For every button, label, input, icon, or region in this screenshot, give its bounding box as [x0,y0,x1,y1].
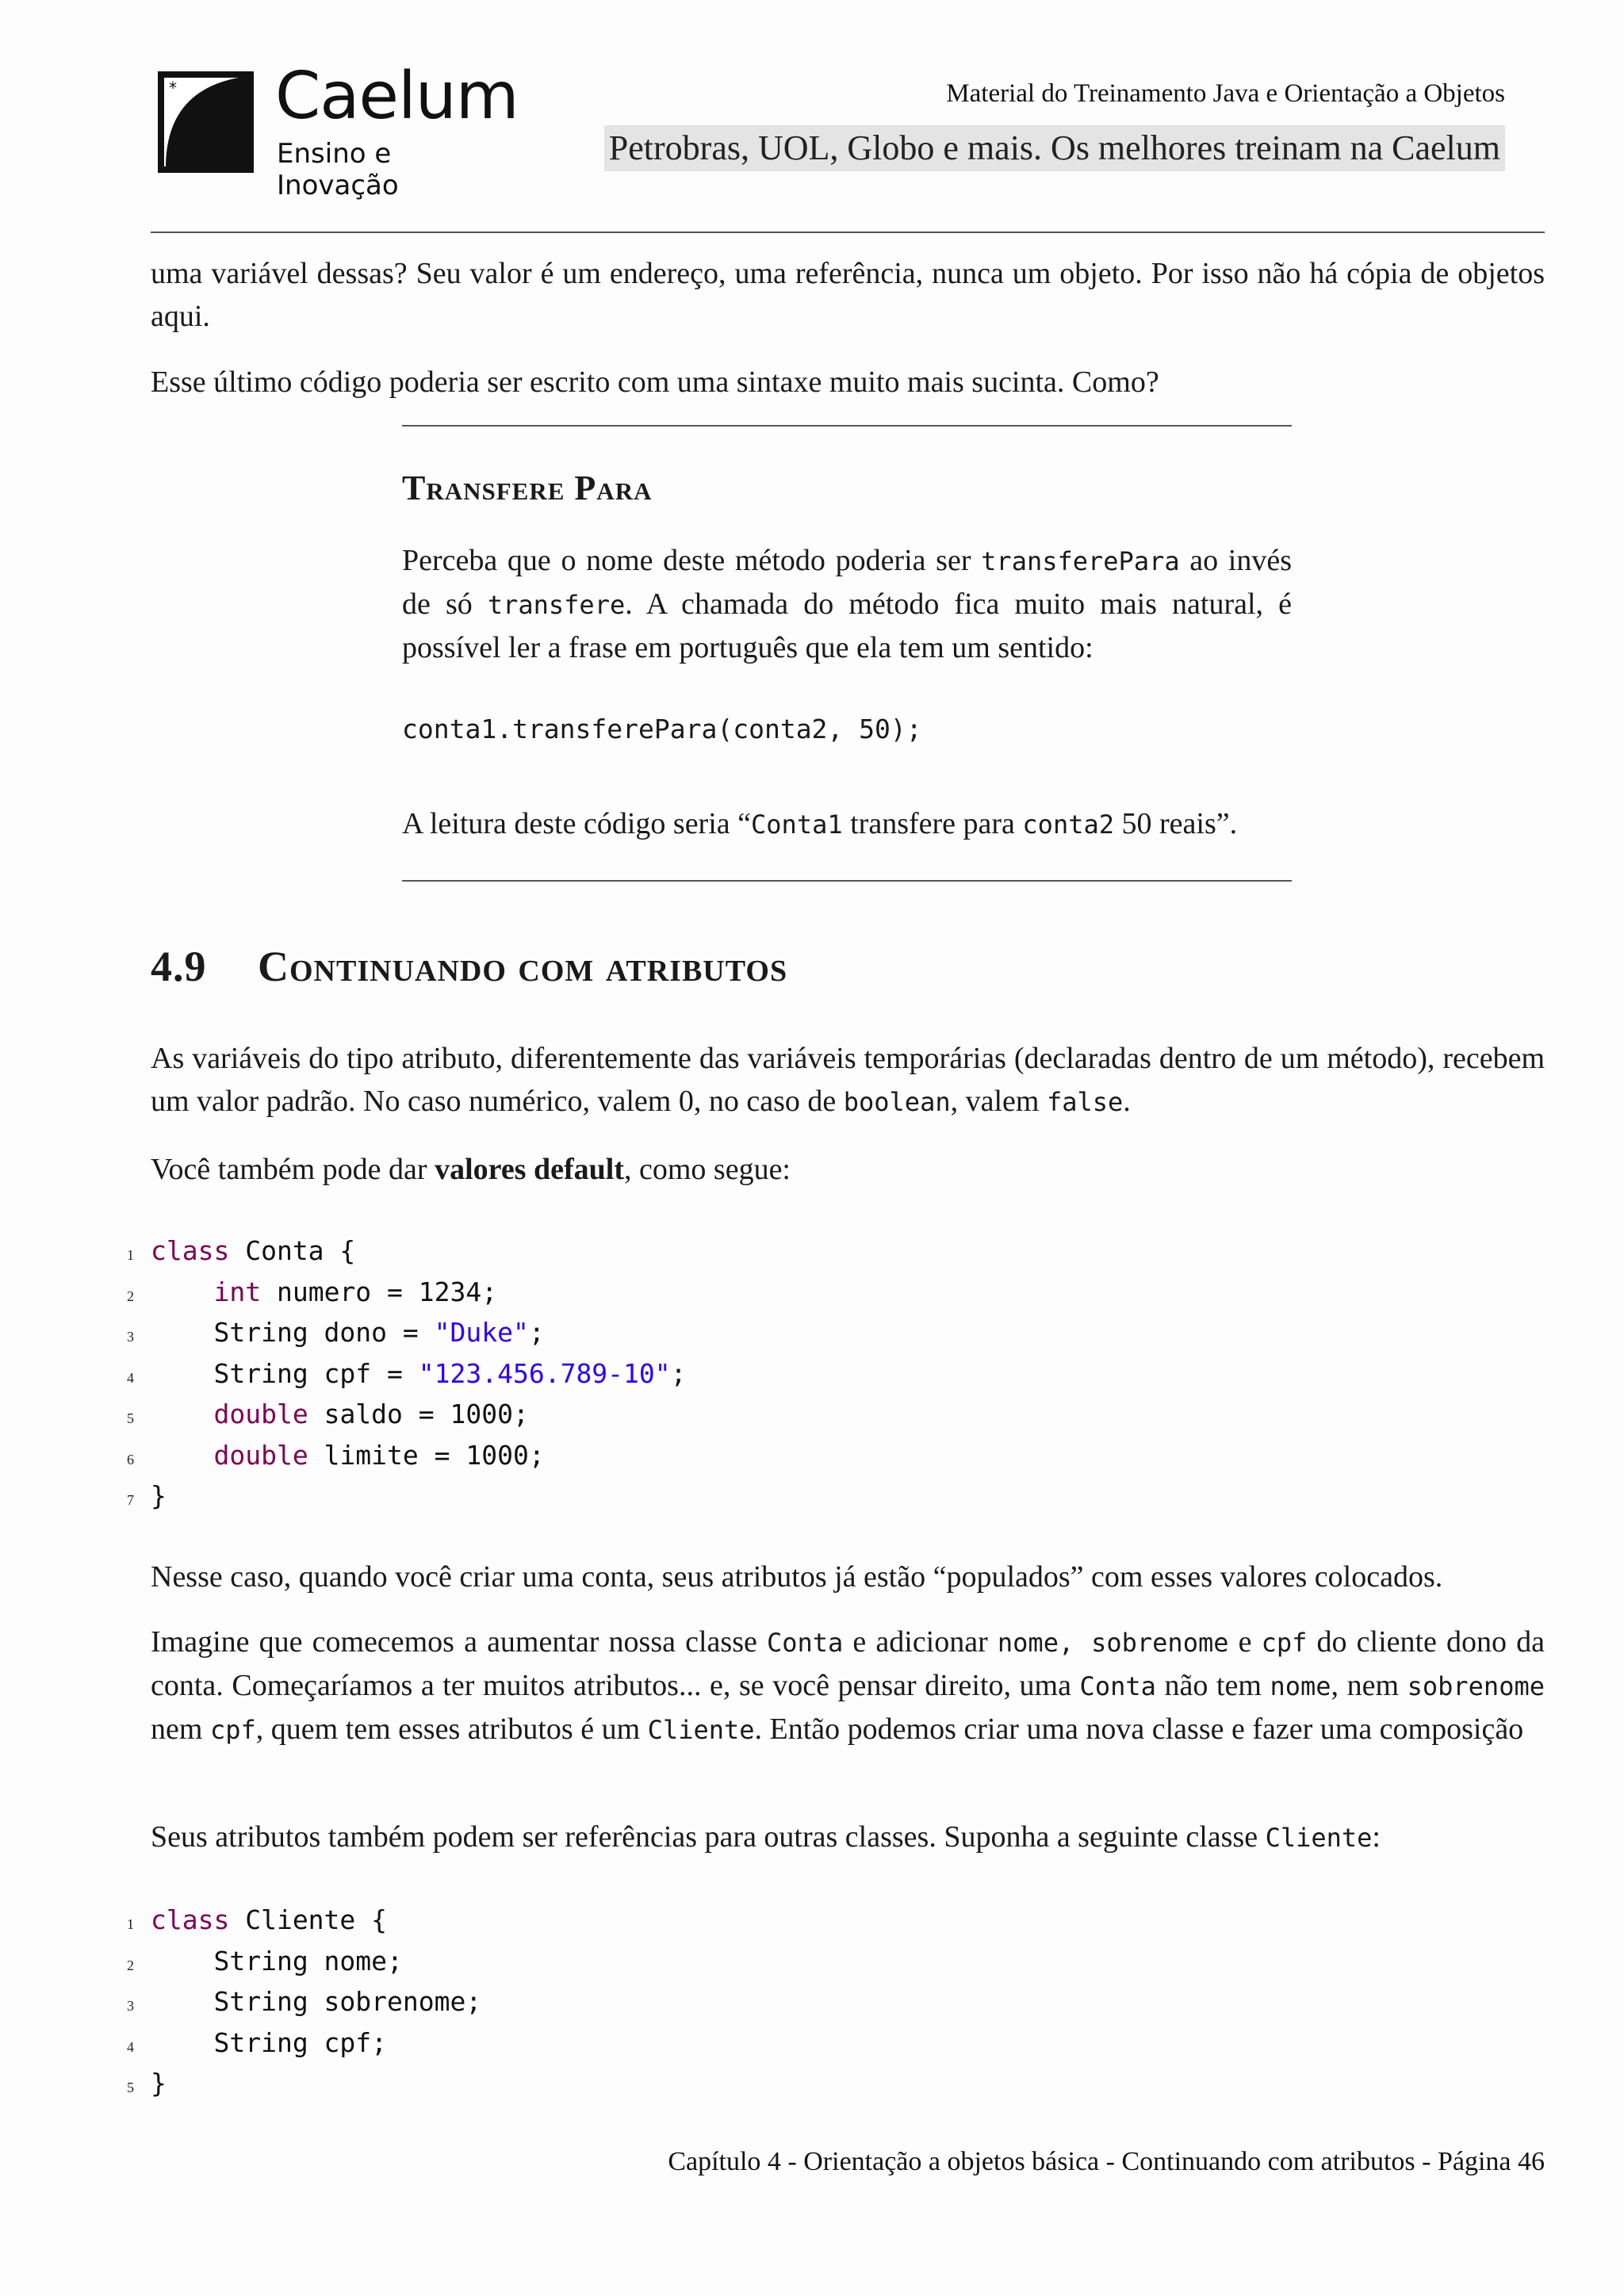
code-line: 4 String cpf; [127,2026,388,2058]
box-code-example: conta1.transferePara(conta2, 50); [402,714,922,744]
code-line: 5 double saldo = 1000; [127,1399,529,1429]
svg-text:*: * [169,78,177,98]
header-banner: Petrobras, UOL, Globo e mais. Os melhores treinam na Caelum [604,125,1505,171]
code-line: 6 double limite = 1000; [127,1439,545,1471]
code-listing-conta [127,1230,687,1517]
code-line: 2 int numero = 1234; [127,1276,498,1307]
code-line: 3 String sobrenome; [127,1986,482,2017]
section-paragraph-4: Imagine que comecemos a aumentar nossa classe Conta e adicionar nome, sobrenome e cpf do cliente dono da conta. Começaríamos a ter muitos atributos... e, se você pensar direito, uma Conta não tem nome, nem sobrenome nem cpf, quem tem esses atributos é um Cliente. Então podemos criar uma nova classe e fazer uma composição [151,1625,1545,1746]
inline-code: Conta1 [751,809,843,840]
inline-code: Cliente [647,1715,755,1745]
inline-code: conta2 [1022,809,1114,840]
logo-tagline: Ensino e Inovação [277,138,399,201]
code-line: 5 } [127,2068,167,2099]
inline-code: Conta [766,1628,844,1658]
box-paragraph-2: A leitura deste código seria “Conta1 transfere para conta2 50 reais”. [402,807,1238,840]
box-top-rule [402,425,1292,427]
inline-code: cpf [1261,1628,1308,1658]
course-title: Material do Treinamento Java e Orientação a Objetos [946,79,1505,108]
page-footer: Capítulo 4 - Orientação a objetos básica - Continuando com atributos - Página 46 [668,2147,1545,2176]
section-heading [151,942,787,991]
box-paragraph-1: Perceba que o nome deste método poderia ser transferePara ao invés de só transfere. A chamada do método fica muito mais natural, é possível ler a frase em português que ela tem um sentido: [402,544,1293,664]
code-line: 2 String nome; [127,1945,403,1976]
code-listing-cliente [127,1900,481,2104]
bold-text: valores default [435,1153,624,1186]
inline-code: nome, sobrenome [997,1628,1229,1658]
inline-code: transferePara [981,546,1180,576]
caelum-logo-icon [156,70,255,174]
inline-code: boolean [843,1087,951,1117]
inline-code: Conta [1079,1671,1156,1701]
inline-code: nome [1270,1671,1331,1701]
section-number: 4.9 [151,943,207,990]
section-paragraph-3: Nesse caso, quando você criar uma conta, seus atributos já estão “populados” com esses valores colocados. [151,1560,1443,1594]
section-title: Continuando com atributos [258,943,788,990]
inline-code: false [1046,1087,1124,1117]
inline-code: cpf [209,1715,256,1745]
caelum-logo [156,59,519,201]
inline-code: sobrenome [1407,1671,1545,1701]
inline-code: Cliente [1265,1823,1373,1853]
section-paragraph-2: Você também pode dar valores default, como segue: [151,1153,791,1186]
section-paragraph-1: As variáveis do tipo atributo, diferentemente das variáveis temporárias (declaradas dentro de um método), recebem um valor padrão. No caso numérico, valem 0, no caso de boolean, valem false. [151,1042,1545,1118]
inline-code: transfere [487,590,626,620]
intro-paragraph-2: Esse último código poderia ser escrito com uma sintaxe muito mais sucinta. Como? [151,365,1159,399]
section-paragraph-5: Seus atributos também podem ser referências para outras classes. Suponha a seguinte classe Cliente: [151,1820,1381,1854]
box-bottom-rule [402,880,1292,882]
code-line: 7 } [127,1480,167,1511]
logo-wordmark: Caelum [275,59,519,134]
code-line: 3 String dono = "Duke"; [127,1317,545,1348]
intro-paragraph-1: uma variável dessas? Seu valor é um endereço, uma referência, nunca um objeto. Por isso não há cópia de objetos aqui. [151,257,1545,333]
code-line: 4 String cpf = "123.456.789-10"; [127,1357,687,1389]
header-divider [151,232,1545,233]
code-line: 1 class Conta { [127,1235,356,1266]
box-title: Transfere Para [402,469,653,507]
code-line: 1 class Cliente { [127,1904,388,1935]
